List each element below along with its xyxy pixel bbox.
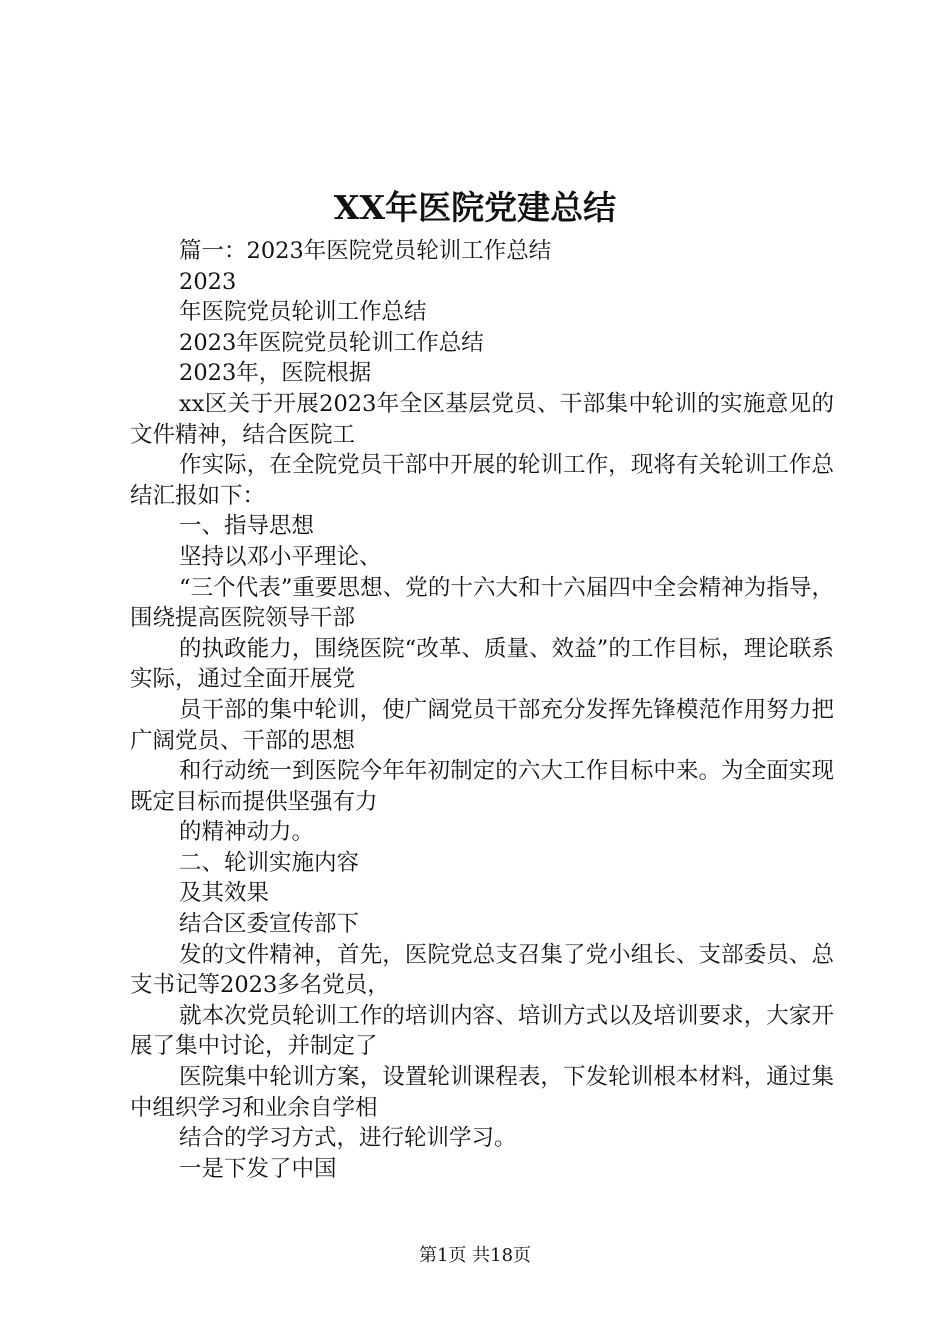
section-heading: 二、轮训实施内容 — [179, 849, 360, 876]
paragraph: 发的文件精神，首先，医院党总支召集了党小组长、支部委员、总支书记等2023多名党员， — [130, 941, 834, 999]
paragraph: 结合区委宣传部下 — [179, 911, 360, 938]
paragraph: 的执政能力，围绕医院“改革、质量、效益”的工作目标，理论联系实际，通过全面开展党 — [130, 635, 834, 693]
paragraph: 一是下发了中国 — [179, 1155, 337, 1182]
paragraph: 及其效果 — [179, 880, 270, 907]
paragraph: 坚持以邓小平理论、 — [179, 543, 382, 570]
paragraph: 结合的学习方式，进行轮训学习。 — [179, 1125, 517, 1152]
paragraph: 2023年医院党员轮训工作总结 — [179, 329, 484, 356]
page-number-footer: 第1页 共18页 — [418, 1245, 532, 1266]
paragraph: 医院集中轮训方案，设置轮训课程表，下发轮训根本材料，通过集中组织学习和业余自学相 — [130, 1064, 834, 1121]
paragraph: 年医院党员轮训工作总结 — [179, 299, 427, 326]
paragraph: 就本次党员轮训工作的培训内容、培训方式以及培训要求，大家开展了集中讨论，并制定了 — [130, 1002, 834, 1060]
paragraph: 的精神动力。 — [179, 819, 315, 846]
paragraph: 和行动统一到医院今年年初制定的六大工作目标中来。为全面实现既定目标而提供坚强有力 — [130, 758, 834, 815]
paragraph: 篇一：2023年医院党员轮训工作总结 — [179, 238, 552, 264]
paragraph: 员干部的集中轮训，使广阔党员干部充分发挥先锋模范作用努力把广阔党员、干部的思想 — [130, 696, 834, 754]
paragraph: 2023 — [179, 268, 237, 295]
paragraph: 2023年，医院根据 — [179, 360, 372, 387]
paragraph: xx区关于开展2023年全区基层党员、干部集中轮训的实施意见的文件精神，结合医院工 — [130, 390, 834, 448]
paragraph: “三个代表”重要思想、党的十六大和十六届四中全会精神为指导，围绕提高医院领导干部 — [130, 574, 834, 632]
paragraph: 作实际，在全院党员干部中开展的轮训工作，现将有关轮训工作总结汇报如下： — [130, 452, 834, 509]
section-heading: 一、指导思想 — [179, 513, 315, 540]
document-body — [130, 236, 834, 1184]
document-title: XX年医院党建总结 — [333, 188, 617, 227]
